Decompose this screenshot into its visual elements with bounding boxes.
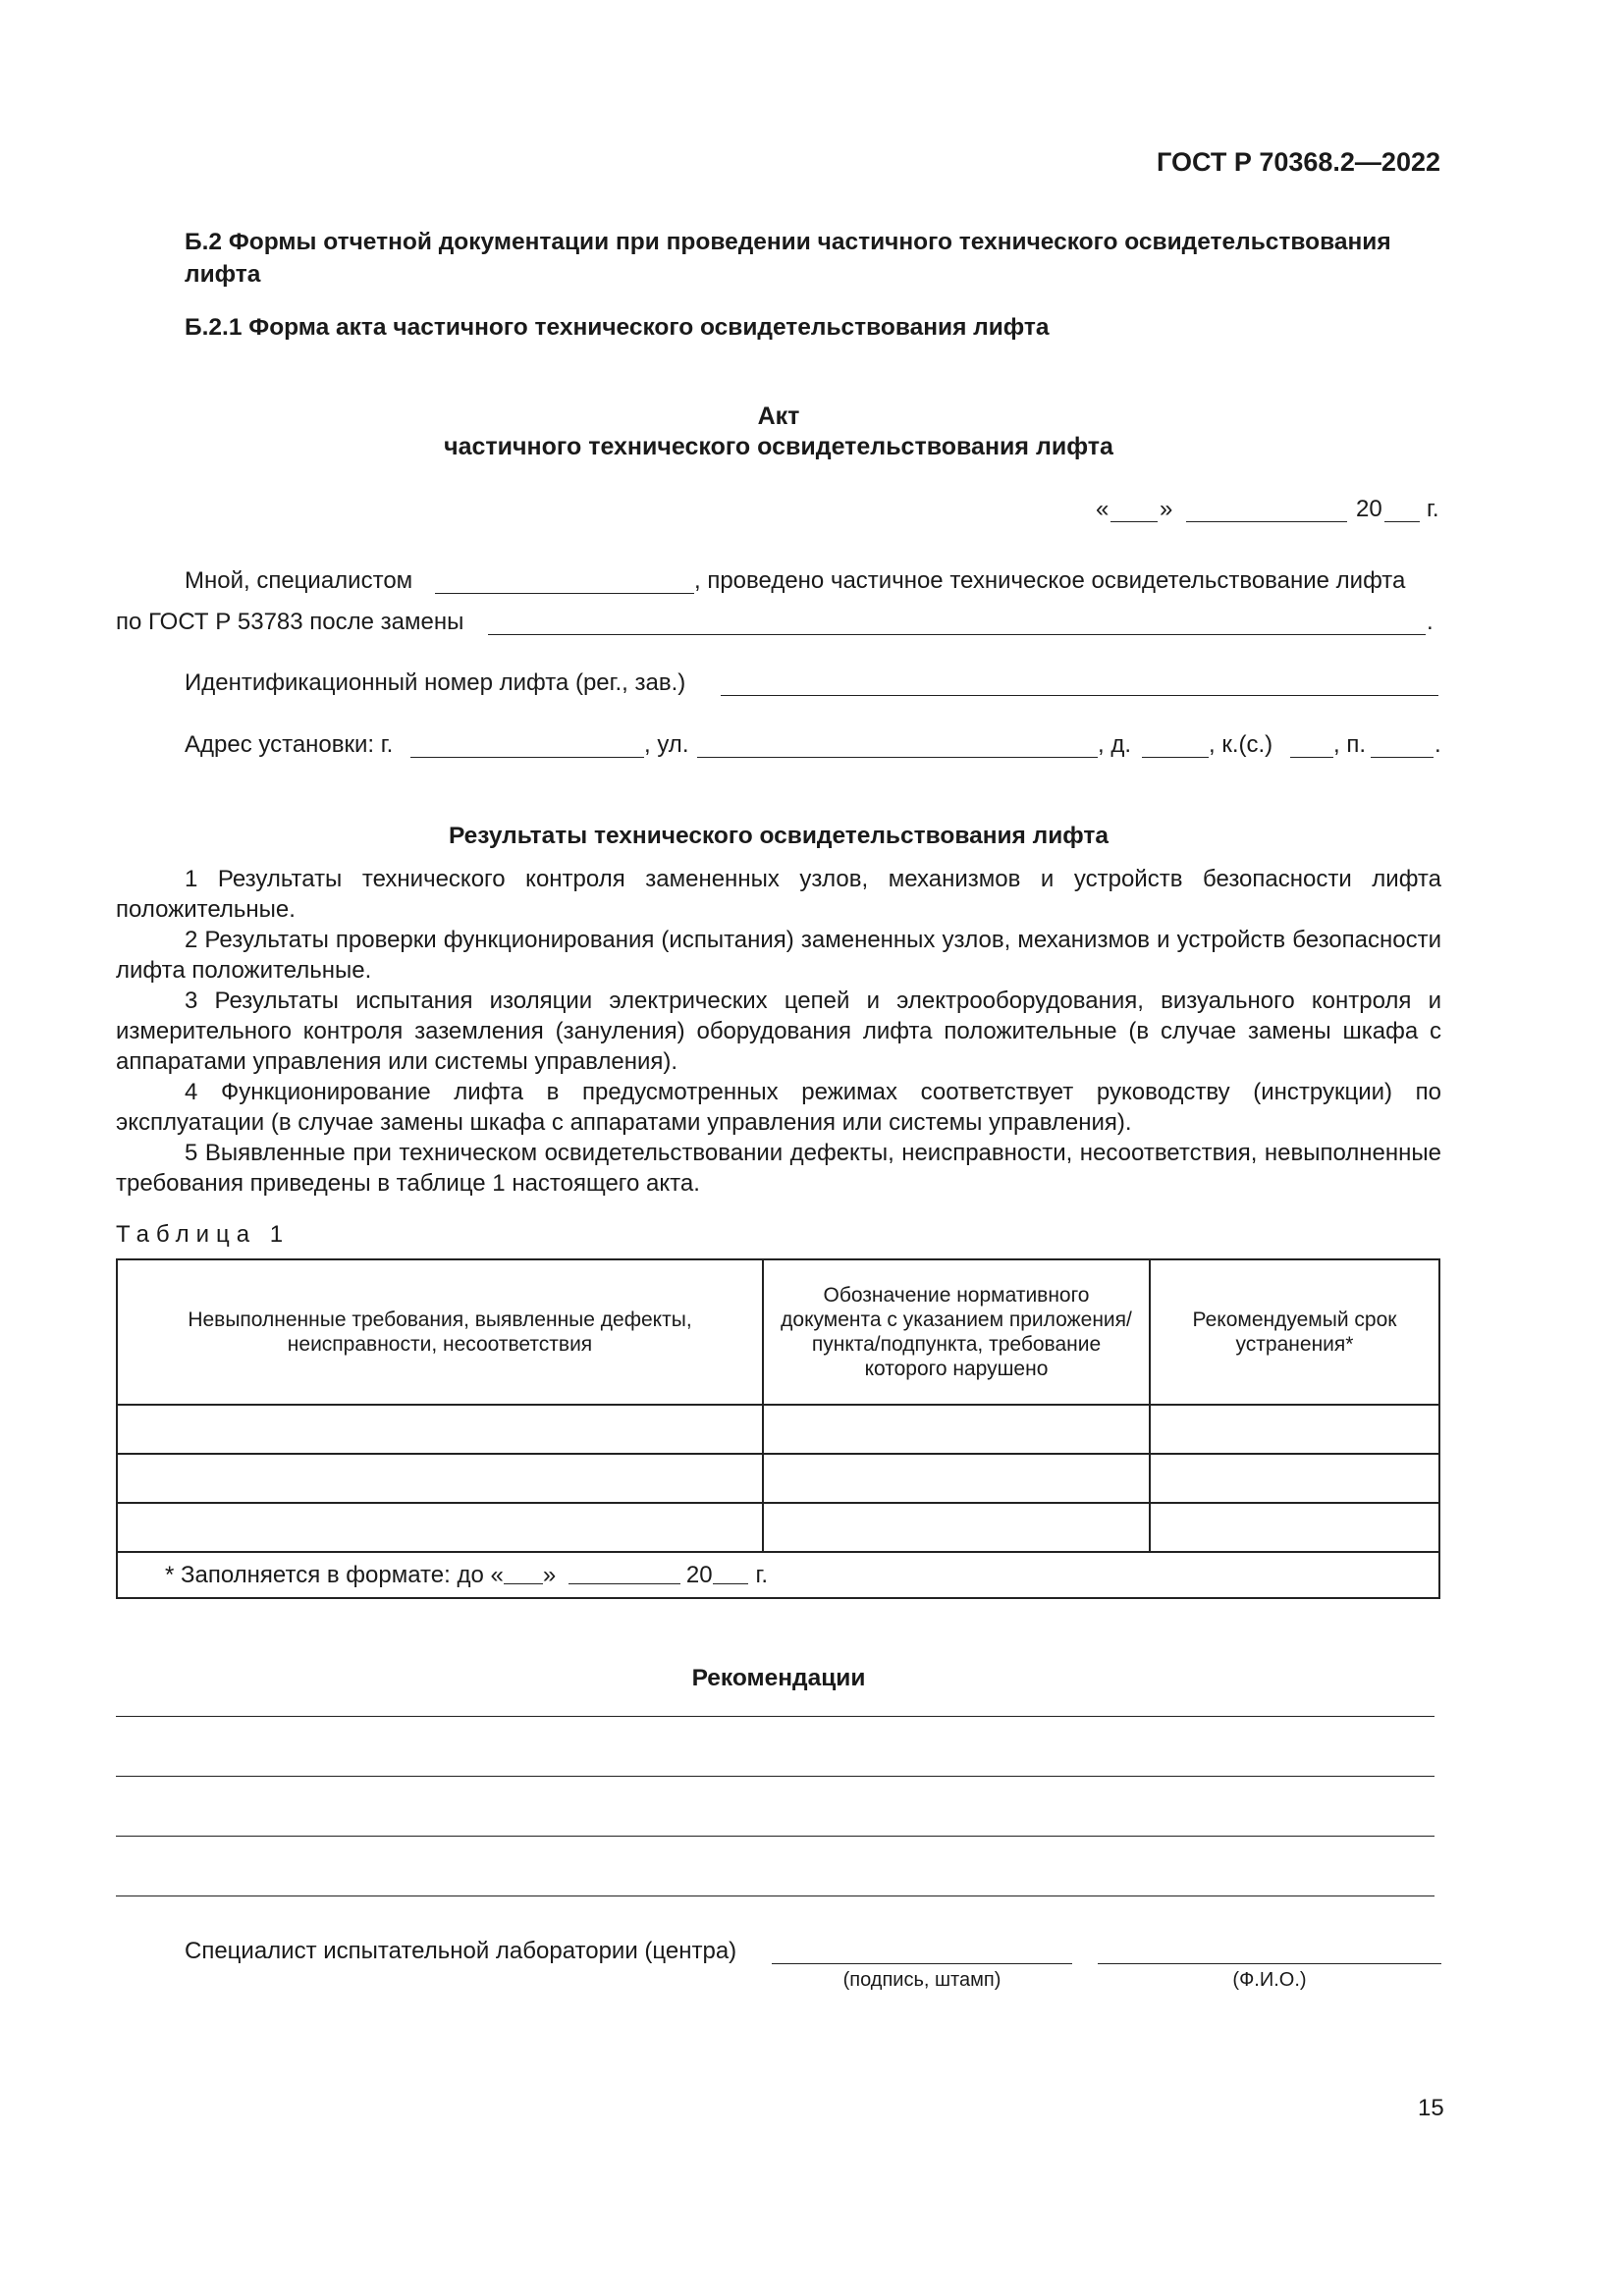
replacement-field[interactable] (488, 634, 1426, 635)
entrance-label: , п. (1333, 731, 1366, 758)
address-building-field[interactable] (1290, 757, 1333, 758)
specialist-label: Мной, специалистом (185, 567, 413, 594)
date-year-prefix: 20 (1356, 496, 1382, 522)
result-item: 4 Функционирование лифта в предусмотренных режимах соответствует руководству (инструкции) по эксплуатации (в случае замены шкафа с аппаратами управления или системы управления). (116, 1079, 1441, 1136)
date-day-field[interactable] (1110, 521, 1158, 522)
table-cell-deadline[interactable] (1150, 1454, 1439, 1503)
signature-label: Специалист испытательной лаборатории (центра) (185, 1938, 737, 1964)
table-cell-document[interactable] (763, 1454, 1150, 1503)
date-month-field[interactable] (1186, 521, 1347, 522)
table-cell-requirement[interactable] (117, 1405, 763, 1454)
recommendation-line[interactable] (116, 1836, 1435, 1837)
replacement-end: . (1427, 609, 1434, 635)
recommendations-title: Рекомендации (691, 1665, 866, 1691)
replacement-label: по ГОСТ Р 53783 после замены (116, 609, 464, 635)
act-date-line (1096, 496, 1449, 525)
table-row (117, 1454, 1439, 1503)
address-entrance-field[interactable] (1371, 757, 1434, 758)
table-caption: Таблица 1 (116, 1221, 291, 1248)
specialist-field[interactable] (435, 593, 694, 594)
table-cell-document[interactable] (763, 1503, 1150, 1552)
table-cell-deadline[interactable] (1150, 1503, 1439, 1552)
section-b21-title: Б.2.1 Форма акта частичного технического освидетельствования лифта (185, 314, 1050, 341)
result-item: 1 Результаты технического контроля замененных узлов, механизмов и устройств безопасности лифта положительные. (116, 866, 1441, 923)
table-header-row (117, 1259, 1439, 1405)
address-label: Адрес установки: г. (185, 731, 394, 758)
street-label: , ул. (644, 731, 689, 758)
specialist-tail: , проведено частичное техническое освидетельствование лифта (694, 567, 1406, 594)
table-cell-requirement[interactable] (117, 1503, 763, 1552)
footnote-month-field[interactable] (568, 1583, 680, 1584)
signature-field[interactable] (772, 1963, 1072, 1964)
table-footnote (117, 1552, 1439, 1598)
address-city-field[interactable] (410, 757, 644, 758)
table-footnote-row (117, 1552, 1439, 1598)
lift-id-field[interactable] (721, 695, 1438, 696)
date-year-suffix: г. (1427, 496, 1439, 522)
table-header-cell: Рекомендуемый срок устранения* (1150, 1259, 1439, 1405)
table-header-cell: Обозначение нормативного документа с указанием приложения/пункта/подпункта, требование которого нарушено (763, 1259, 1150, 1405)
signature-caption: (подпись, штамп) (842, 1969, 1001, 1991)
footnote-year-prefix: 20 (685, 1562, 713, 1588)
act-subtitle: частичного технического освидетельствования лифта (444, 433, 1113, 460)
fio-caption: (Ф.И.О.) (1232, 1969, 1307, 1991)
date-close-quote: » (1160, 496, 1173, 522)
house-label: , д. (1098, 731, 1132, 758)
table-row (117, 1503, 1439, 1552)
address-house-field[interactable] (1142, 757, 1209, 758)
address-end: . (1435, 731, 1441, 758)
table-header-cell: Невыполненные требования, выявленные дефекты, неисправности, несоответствия (117, 1259, 763, 1405)
document-id: ГОСТ Р 70368.2—2022 (1157, 147, 1440, 177)
defects-table (116, 1258, 1440, 1599)
lift-id-label: Идентификационный номер лифта (рег., зав.) (185, 669, 686, 696)
footnote-close-quote: » (542, 1562, 557, 1588)
section-b2-title: Б.2 Формы отчетной документации при проведении частичного технического освидетельствования лифта (185, 229, 1391, 288)
footnote-day-field[interactable] (504, 1583, 543, 1584)
recommendation-line[interactable] (116, 1716, 1435, 1717)
recommendation-line[interactable] (116, 1776, 1435, 1777)
date-year-field[interactable] (1384, 521, 1420, 522)
act-title: Акт (757, 402, 800, 430)
table-row (117, 1405, 1439, 1454)
footnote-year-suffix: г. (755, 1562, 769, 1588)
footnote-prefix: * Заполняется в формате: до « (165, 1562, 504, 1588)
table-cell-requirement[interactable] (117, 1454, 763, 1503)
result-item: 2 Результаты проверки функционирования (испытания) замененных узлов, механизмов и устройств безопасности лифта положительные. (116, 927, 1441, 984)
table-cell-document[interactable] (763, 1405, 1150, 1454)
date-open-quote: « (1096, 496, 1110, 522)
fio-field[interactable] (1098, 1963, 1441, 1964)
table-cell-deadline[interactable] (1150, 1405, 1439, 1454)
results-title: Результаты технического освидетельствования лифта (448, 823, 1110, 849)
address-street-field[interactable] (697, 757, 1098, 758)
footnote-year-field[interactable] (713, 1583, 748, 1584)
result-item: 3 Результаты испытания изоляции электрических цепей и электрооборудования, визуального контроля и измерительного контроля заземления (зануления) оборудования лифта положительные (в случае замены шкафа с аппаратами управления или системы управления). (116, 988, 1441, 1075)
results-list (116, 864, 1441, 1199)
result-item: 5 Выявленные при техническом освидетельствовании дефекты, неисправности, несоответствия, невыполненные требования приведены в таблице 1 настоящего акта. (116, 1140, 1441, 1197)
page-number: 15 (1418, 2095, 1444, 2121)
building-label: , к.(с.) (1209, 731, 1273, 758)
